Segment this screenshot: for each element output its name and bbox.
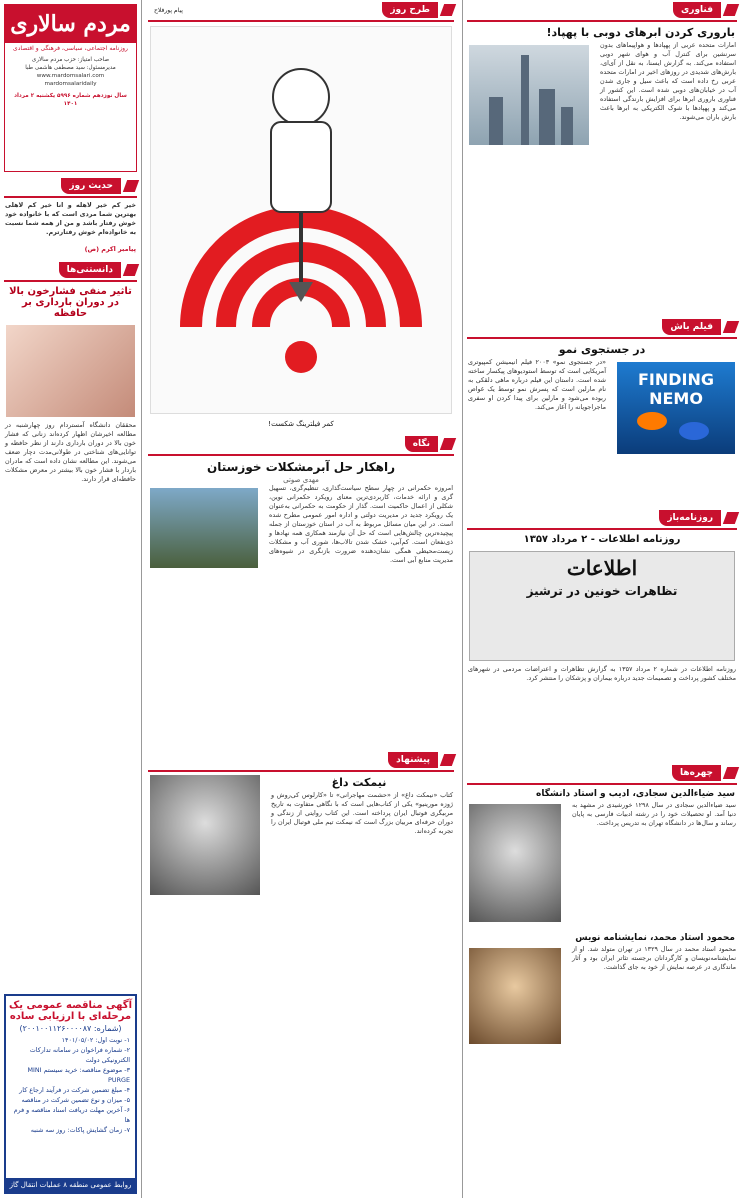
- blood-pressure-photo: [6, 325, 135, 417]
- masthead-subtitle: روزنامه اجتماعی، سیاسی، فرهنگی و اقتصادی: [13, 45, 128, 52]
- ad-items: [6, 1035, 135, 1135]
- opinion-author: مهدی صوتی: [283, 476, 319, 484]
- section-mark-icon: [723, 4, 739, 16]
- clownfish-icon: [637, 412, 667, 430]
- ad-item: ۵- میزان و نوع تضمین شرکت در مناقصه: [21, 1096, 130, 1104]
- dubai-skyline-photo: [469, 45, 589, 145]
- nemo-poster: [617, 362, 735, 454]
- film-title: در جستجوی نمو: [558, 343, 646, 356]
- ad-item: ۶- آخرین مهلت دریافت اسناد مناقصه و فرم ها: [13, 1106, 130, 1124]
- sajjadi-portrait: [469, 804, 561, 922]
- face2-body: محمود استاد محمد در سال ۱۳۲۹ در تهران متولد شد. او از نمایشنامه‌نویسان و کارگردانان برجسته تئاتر ایران بود و آثار ماندگاری در عرصه نمایش از خود به جای گذاشت.: [572, 945, 737, 971]
- opinion-title: راهکار حل آبرمشکلات خوزستان: [206, 460, 396, 474]
- hadith-source: پیامبر اکرم (ص): [84, 245, 136, 253]
- section-mark-icon: [440, 754, 456, 766]
- faces-tag: چهره‌ها: [672, 765, 721, 781]
- cartoon-caption: کمر فیلترینگ شکست!: [268, 420, 334, 428]
- figure-head: [273, 69, 329, 125]
- cartoon-author: پیام پورفلاح: [154, 6, 183, 14]
- face2-title: محمود استاد محمد، نمایشنامه نویس: [575, 933, 735, 943]
- ad-item: ۱- نوبت اول: ۱۴۰۱/۰۵/۰۲: [61, 1036, 130, 1044]
- opinion-body: امروزه حکمرانی در چهار سطح سیاست‌گذاری، تنظیم‌گری، تسهیل گری و ارائه خدمات، کاربردی‌ترین معنای رویکرد حکمرانی نوین، شکلی از اعمال حاکمیت است. گذار از حکومت به حکمرانی به‌عنوان یک رویکرد جدید در مدیریت دولتی و اداره امور عمومی مطرح شده است. در این میان مسائل مربوط به آب در استان خوزستان از جمله پیچیده‌ترین چالش‌هایی است که حل آن نیازمند همکاری همه نهادها و ذی‌نفعان است. کم‌آبی، خشک شدن تالاب‌ها، شوری آب و مشکلات زیست‌محیطی همگی نشان‌دهنده ضرورت بازنگری در شیوه‌های مدیریت منابع آبی است.: [269, 484, 453, 564]
- old-newspaper-image: [469, 551, 735, 661]
- science-header: [467, 0, 737, 22]
- issue-info: سال نوزدهم شماره ۵۹۹۶ یکشنبه ۲ مرداد ۱۴۰۱: [14, 93, 127, 107]
- opinion-tag: نگاه: [405, 436, 438, 452]
- ostad-mohammad-portrait: [469, 948, 561, 1044]
- archive-tag: روزنامه‌باز: [659, 510, 721, 526]
- figure-body: [271, 122, 331, 212]
- face1-body: سید ضیاءالدین سجادی در سال ۱۲۹۸ خورشیدی در مشهد به دنیا آمد. او تحصیلات خود را در رشته ادبیات فارسی به پایان رساند و سال‌ها در دانشگاه تهران به تدریس پرداخت.: [572, 801, 736, 827]
- hadith-text: خیر کم خیر لاهله و انا خیر کم لاهلی بهترین شما مردی است که با خانواده خود خوش رفتار باشد و من از همه شما نسبت به خانواده‌ام خوش رفتارترم.: [5, 201, 136, 236]
- ad-item: ۲- شماره فراخوان در سامانه تدارکات الکترونیکی دولت: [29, 1046, 130, 1064]
- building-shape: [489, 97, 503, 145]
- suggest-tag: پیشنهاد: [388, 752, 438, 768]
- ad-footer: روابط عمومی منطقه ۸ عملیات انتقال گاز: [6, 1178, 135, 1192]
- archive-header: [467, 508, 737, 530]
- newspaper-logo: مردم سالاری: [5, 5, 136, 43]
- middle-column: [144, 0, 458, 1198]
- old-newspaper-headline: تظاهرات خونین در ترشیز: [526, 584, 678, 598]
- archive-title: روزنامه اطلاعات - ۲ مرداد ۱۳۵۷: [523, 534, 681, 545]
- ad-title: آگهی مناقصه عمومی یک مرحله‌ای با ارزیابی ساده: [8, 1000, 132, 1022]
- right-column: [462, 0, 741, 1198]
- archive-body: روزنامه اطلاعات در شماره ۲ مرداد ۱۳۵۷ به گزارش تظاهرات و اعتراضات مردمی در شهرهای مختلف کشور پرداخت و تصمیمات جدید درباره بیماران و پزشکان را منتشر کرد.: [468, 665, 736, 682]
- masthead-website[interactable]: www.mardomsalari.com: [36, 73, 105, 79]
- ad-item: ۷- زمان گشایش پاکات: روز سه شنبه: [30, 1126, 130, 1134]
- section-mark-icon: [123, 264, 139, 276]
- masthead-line: مدیرمسئول: سید مصطفی هاشمی طبا: [25, 65, 116, 71]
- science-title: باروری کردن ابرهای دوبی با پهپاد!: [546, 26, 735, 39]
- cartoon-header: [148, 0, 454, 22]
- masthead-social: mardomsalaridaily: [44, 81, 97, 87]
- section-mark-icon: [440, 4, 456, 16]
- cartoon-tag: طرح روز: [382, 2, 438, 18]
- face1-title: سید ضیاءالدین سجادی، ادیب و استاد دانشگاه: [536, 789, 735, 799]
- suggest-body: کتاب «نیمکت داغ» از «حشمت مهاجرانی» تا «کارلوس کی‌روش و ژوزه مورینیو» یکی از کتاب‌هایی است که با نگاهی متفاوت به تاریخ مربیگری فوتبال ایران پرداخته است. این کتاب روایتی از زندگی و دوران حرفه‌ای مربیان بزرگ است که نیمکت تیم ملی فوتبال ایران را تجربه کرده‌اند.: [271, 791, 453, 835]
- coach-portrait: [150, 775, 260, 895]
- blue-fish-icon: [679, 422, 709, 440]
- film-tag: فیلم باش: [662, 319, 721, 335]
- building-shape: [561, 107, 573, 145]
- building-shape: [539, 89, 555, 145]
- health-header: [4, 260, 137, 282]
- suggest-header: [148, 750, 454, 772]
- ad-item: ۳- موضوع مناقصه: خرید سیستم MINI PURGE: [27, 1066, 130, 1084]
- masthead-line: صاحب امتیاز: حزب مردم سالاری: [31, 57, 110, 63]
- hadith-header: [4, 176, 137, 198]
- ad-number: (شماره: ۲۰۰۱۰۰۱۱۲۶۰۰۰۰۸۷): [19, 1024, 122, 1033]
- film-body: «در جستجوی نمو» ۲۰۰۳ فیلم انیمیشن کمپیوتری آمریکایی است که توسط استودیوهای پیکسار ساخته شده است. داستان این فیلم درباره ماهی دلقکی به نام مارلین است که پسرش نمو توسط یک غواص ربوده می‌شود و مارلین برای پیدا کردن او سفری ماجراجویانه را آغاز می‌کند.: [468, 358, 606, 411]
- science-tag: فناوری: [673, 2, 721, 18]
- wifi-cartoon-illustration: [151, 27, 451, 415]
- health-tag: دانستنی‌ها: [59, 262, 121, 278]
- opinion-header: [148, 434, 454, 456]
- masthead-info: [5, 54, 136, 90]
- science-body: امارات متحده عربی از پهپادها و هواپیماهای بدون سرنشین برای کنترل آب و هوای شهر دوبی استفاده می‌کند. به گزارش ایسنا، به نقل از آی‌ای، بارش‌های شدیدی در روزهای اخیر در امارات متحده عربی رخ داده است که باعث سیل و جاری شدن آب در خیابان‌های دوبی شده است. این کشور از فناوری باروری ابرها برای افزایش بارندگی استفاده می‌کند و پهپادها با شوک الکتریکی به ابرها باعث بارش باران می‌شوند.: [600, 41, 736, 121]
- poster-title: FINDING NEMO: [637, 370, 715, 408]
- wifi-cartoon: [150, 26, 452, 414]
- khuzestan-photo: [150, 488, 258, 568]
- health-title: تاثیر منفی فشارخون بالا در دوران بارداری بر حافظه: [9, 286, 132, 319]
- ad-item: ۴- مبلغ تضمین شرکت در فرآیند ارجاع کار: [19, 1086, 130, 1094]
- left-column: [0, 0, 142, 1198]
- section-mark-icon: [723, 767, 739, 779]
- wifi-dot: [285, 341, 317, 373]
- old-newspaper-name: اطلاعات: [566, 556, 638, 580]
- health-body: محققان دانشگاه آمستردام روز چهارشنبه در مطالعه اخیرشان اظهار کرده‌اند زنانی که فشار خون بالا در دوران بارداری دارند از نظر حافظه و توانایی‌های شناختی در طولانی‌مدت دچار ضعف می‌شوند. این مطالعه نشان داده است که مادران باردار با فشار خون بالا بیشتر در معرض مشکلات حافظه‌ای قرار دارند.: [5, 421, 136, 483]
- section-mark-icon: [123, 180, 139, 192]
- suggest-title: نیمکت داغ: [331, 776, 387, 789]
- section-mark-icon: [440, 438, 456, 450]
- film-header: [467, 317, 737, 339]
- section-mark-icon: [723, 512, 739, 524]
- tower-shape: [521, 55, 529, 145]
- section-mark-icon: [723, 321, 739, 333]
- tender-ad: [4, 994, 137, 1194]
- masthead: [4, 4, 137, 172]
- hadith-tag: حدیث روز: [61, 178, 121, 194]
- faces-header: [467, 763, 737, 785]
